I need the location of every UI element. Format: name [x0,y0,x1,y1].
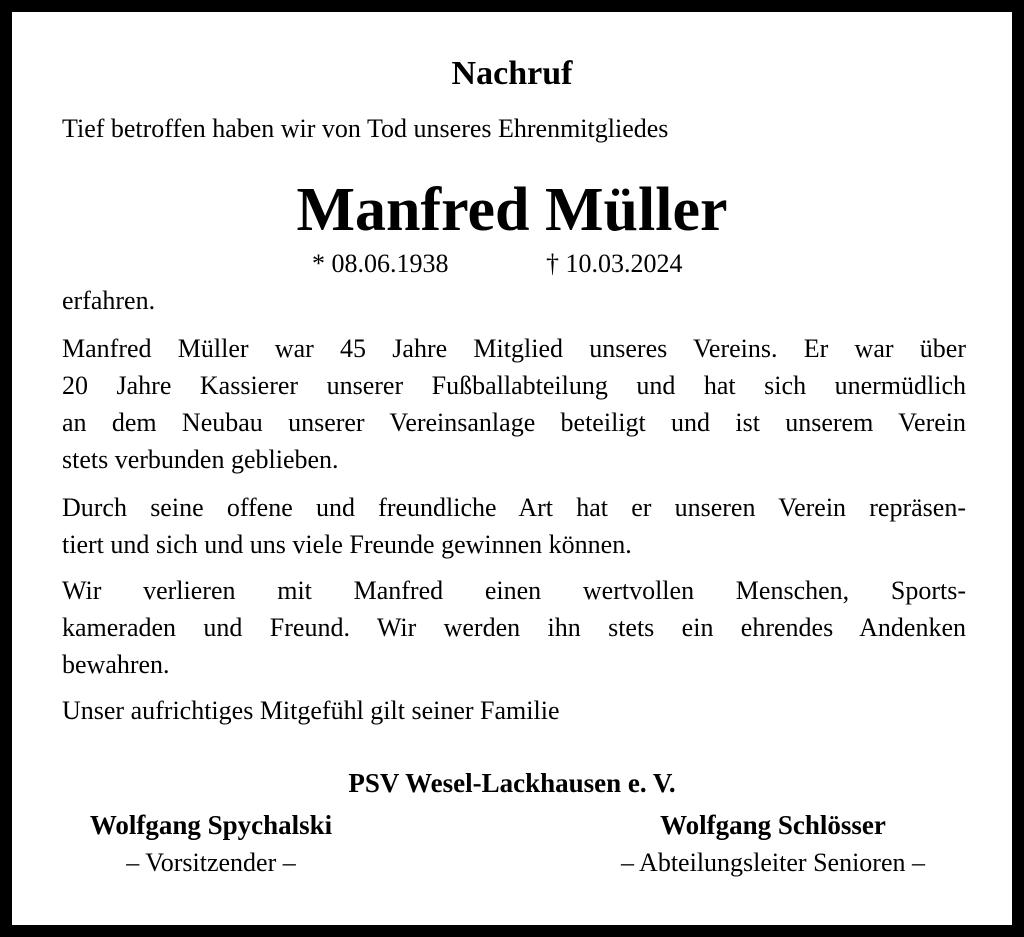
club-name: PSV Wesel-Lackhausen e. V. [348,768,676,798]
notice-learned: erfahren. [62,286,156,315]
paragraph-character [62,489,966,563]
deceased-name: Manfred Müller [296,176,728,244]
paragraph-line: stets verbunden geblieben. [62,445,339,474]
signatory-chairman [62,806,360,882]
paragraph-line: Manfred Müller war 45 Jahre Mitglied unseres Vereins. Er war über [62,334,966,363]
paragraph-line: Wir verlieren mit Manfred einen wertvollen Menschen, Sports- [62,576,966,605]
paragraph-line: 20 Jahre Kassierer unserer Fußballabteilung und hat sich unermüdlich [62,371,966,400]
paragraph-line: bewahren. [62,650,170,679]
signatory-role: – Vorsitzender – [126,848,296,877]
paragraph-line: tiert und sich und uns viele Freunde gewinnen können. [62,530,632,559]
notice-intro: Tief betroffen haben wir von Tod unseres Ehrenmitgliedes [62,114,669,143]
notice-heading: Nachruf [451,55,573,92]
paragraph-condolence [62,692,966,729]
paragraph-line: Unser aufrichtiges Mitgefühl gilt seiner Familie [62,696,560,725]
signatory-role: – Abteilungsleiter Senioren – [620,848,925,877]
paragraph-line: kameraden und Freund. Wir werden ihn stets ein ehrendes Andenken [62,613,966,642]
paragraph-line: an dem Neubau unserer Vereinsanlage beteiligt und ist unserem Verein [62,408,966,437]
birth-date: * 08.06.1938 [312,249,449,278]
signatory-department-head [578,806,968,882]
paragraph-line: Durch seine offene und freundliche Art hat er unseren Verein repräsen- [62,493,966,522]
paragraph-loss [62,572,966,683]
signatory-name: Wolfgang Spychalski [89,810,333,840]
death-date: † 10.03.2024 [546,249,683,278]
signatory-name: Wolfgang Schlösser [660,810,886,840]
paragraph-membership [62,330,966,478]
